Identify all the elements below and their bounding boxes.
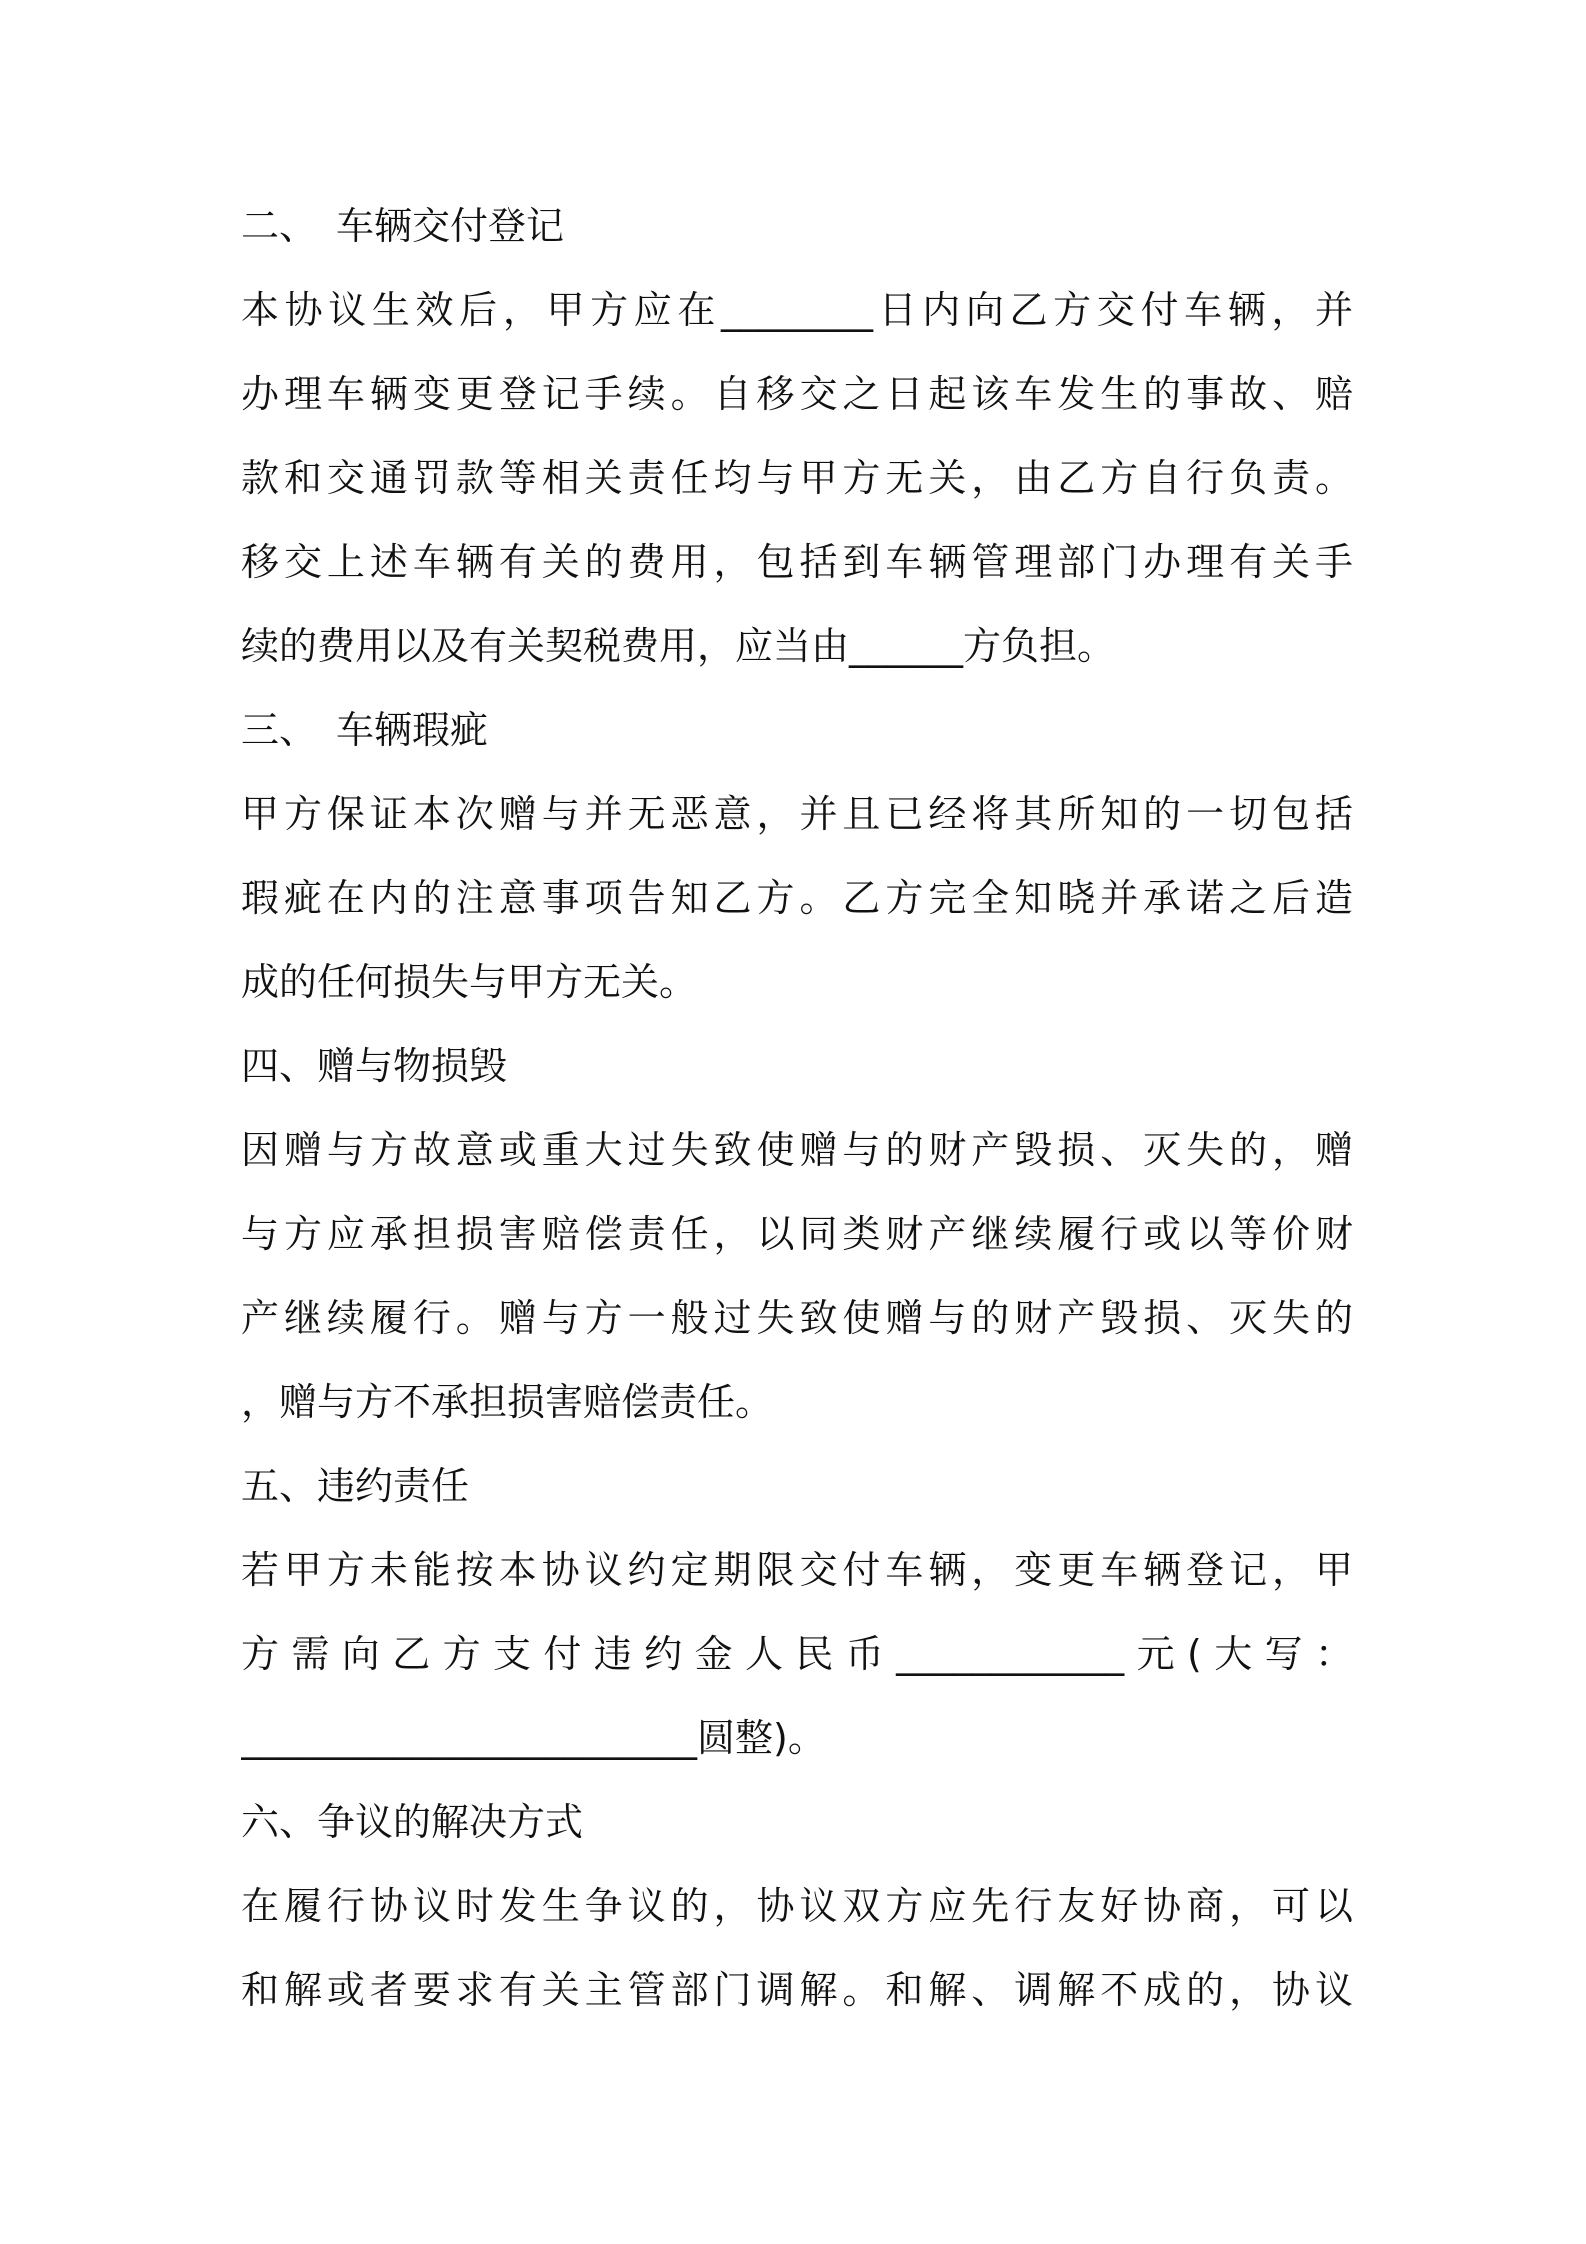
body-line: 产继续履行。赠与方一般过失致使赠与的财产毁损、灭失的 [241, 1296, 1353, 1340]
body-line: 续的费用以及有关契税费用，应当由______方负担。 [241, 624, 1116, 668]
body-line: 成的任何损失与甲方无关。 [241, 960, 698, 1004]
body-line: 因赠与方故意或重大过失致使赠与的财产毁损、灭失的，赠 [241, 1128, 1353, 1172]
section-heading-6: 六、争议的解决方式 [241, 1800, 584, 1844]
body-line: 本协议生效后，甲方应在________日内向乙方交付车辆，并 [241, 288, 1353, 332]
section-heading-4: 四、赠与物损毁 [241, 1044, 508, 1088]
body-line: ，赠与方不承担损害赔偿责任。 [241, 1380, 774, 1424]
body-line: 与方应承担损害赔偿责任，以同类财产继续履行或以等价财 [241, 1212, 1353, 1256]
section-heading-5: 五、违约责任 [241, 1464, 470, 1508]
body-line: 甲方保证本次赠与并无恶意，并且已经将其所知的一切包括 [241, 792, 1353, 836]
section-heading-3: 三、 车辆瑕疵 [241, 708, 489, 752]
section-heading-2: 二、 车辆交付登记 [241, 204, 565, 248]
body-line: 和解或者要求有关主管部门调解。和解、调解不成的，协议 [241, 1968, 1353, 2012]
body-line: ________________________圆整)。 [241, 1716, 826, 1760]
body-line: 在履行协议时发生争议的，协议双方应先行友好协商，可以 [241, 1884, 1353, 1928]
body-line: 款和交通罚款等相关责任均与甲方无关，由乙方自行负责。 [241, 456, 1353, 500]
body-line: 办理车辆变更登记手续。自移交之日起该车发生的事故、赔 [241, 372, 1353, 416]
body-line: 方需向乙方支付违约金人民币____________元(大写： [241, 1632, 1353, 1676]
body-line: 移交上述车辆有关的费用，包括到车辆管理部门办理有关手 [241, 540, 1353, 584]
body-line: 若甲方未能按本协议约定期限交付车辆，变更车辆登记，甲 [241, 1548, 1353, 1592]
body-line: 瑕疵在内的注意事项告知乙方。乙方完全知晓并承诺之后造 [241, 876, 1353, 920]
